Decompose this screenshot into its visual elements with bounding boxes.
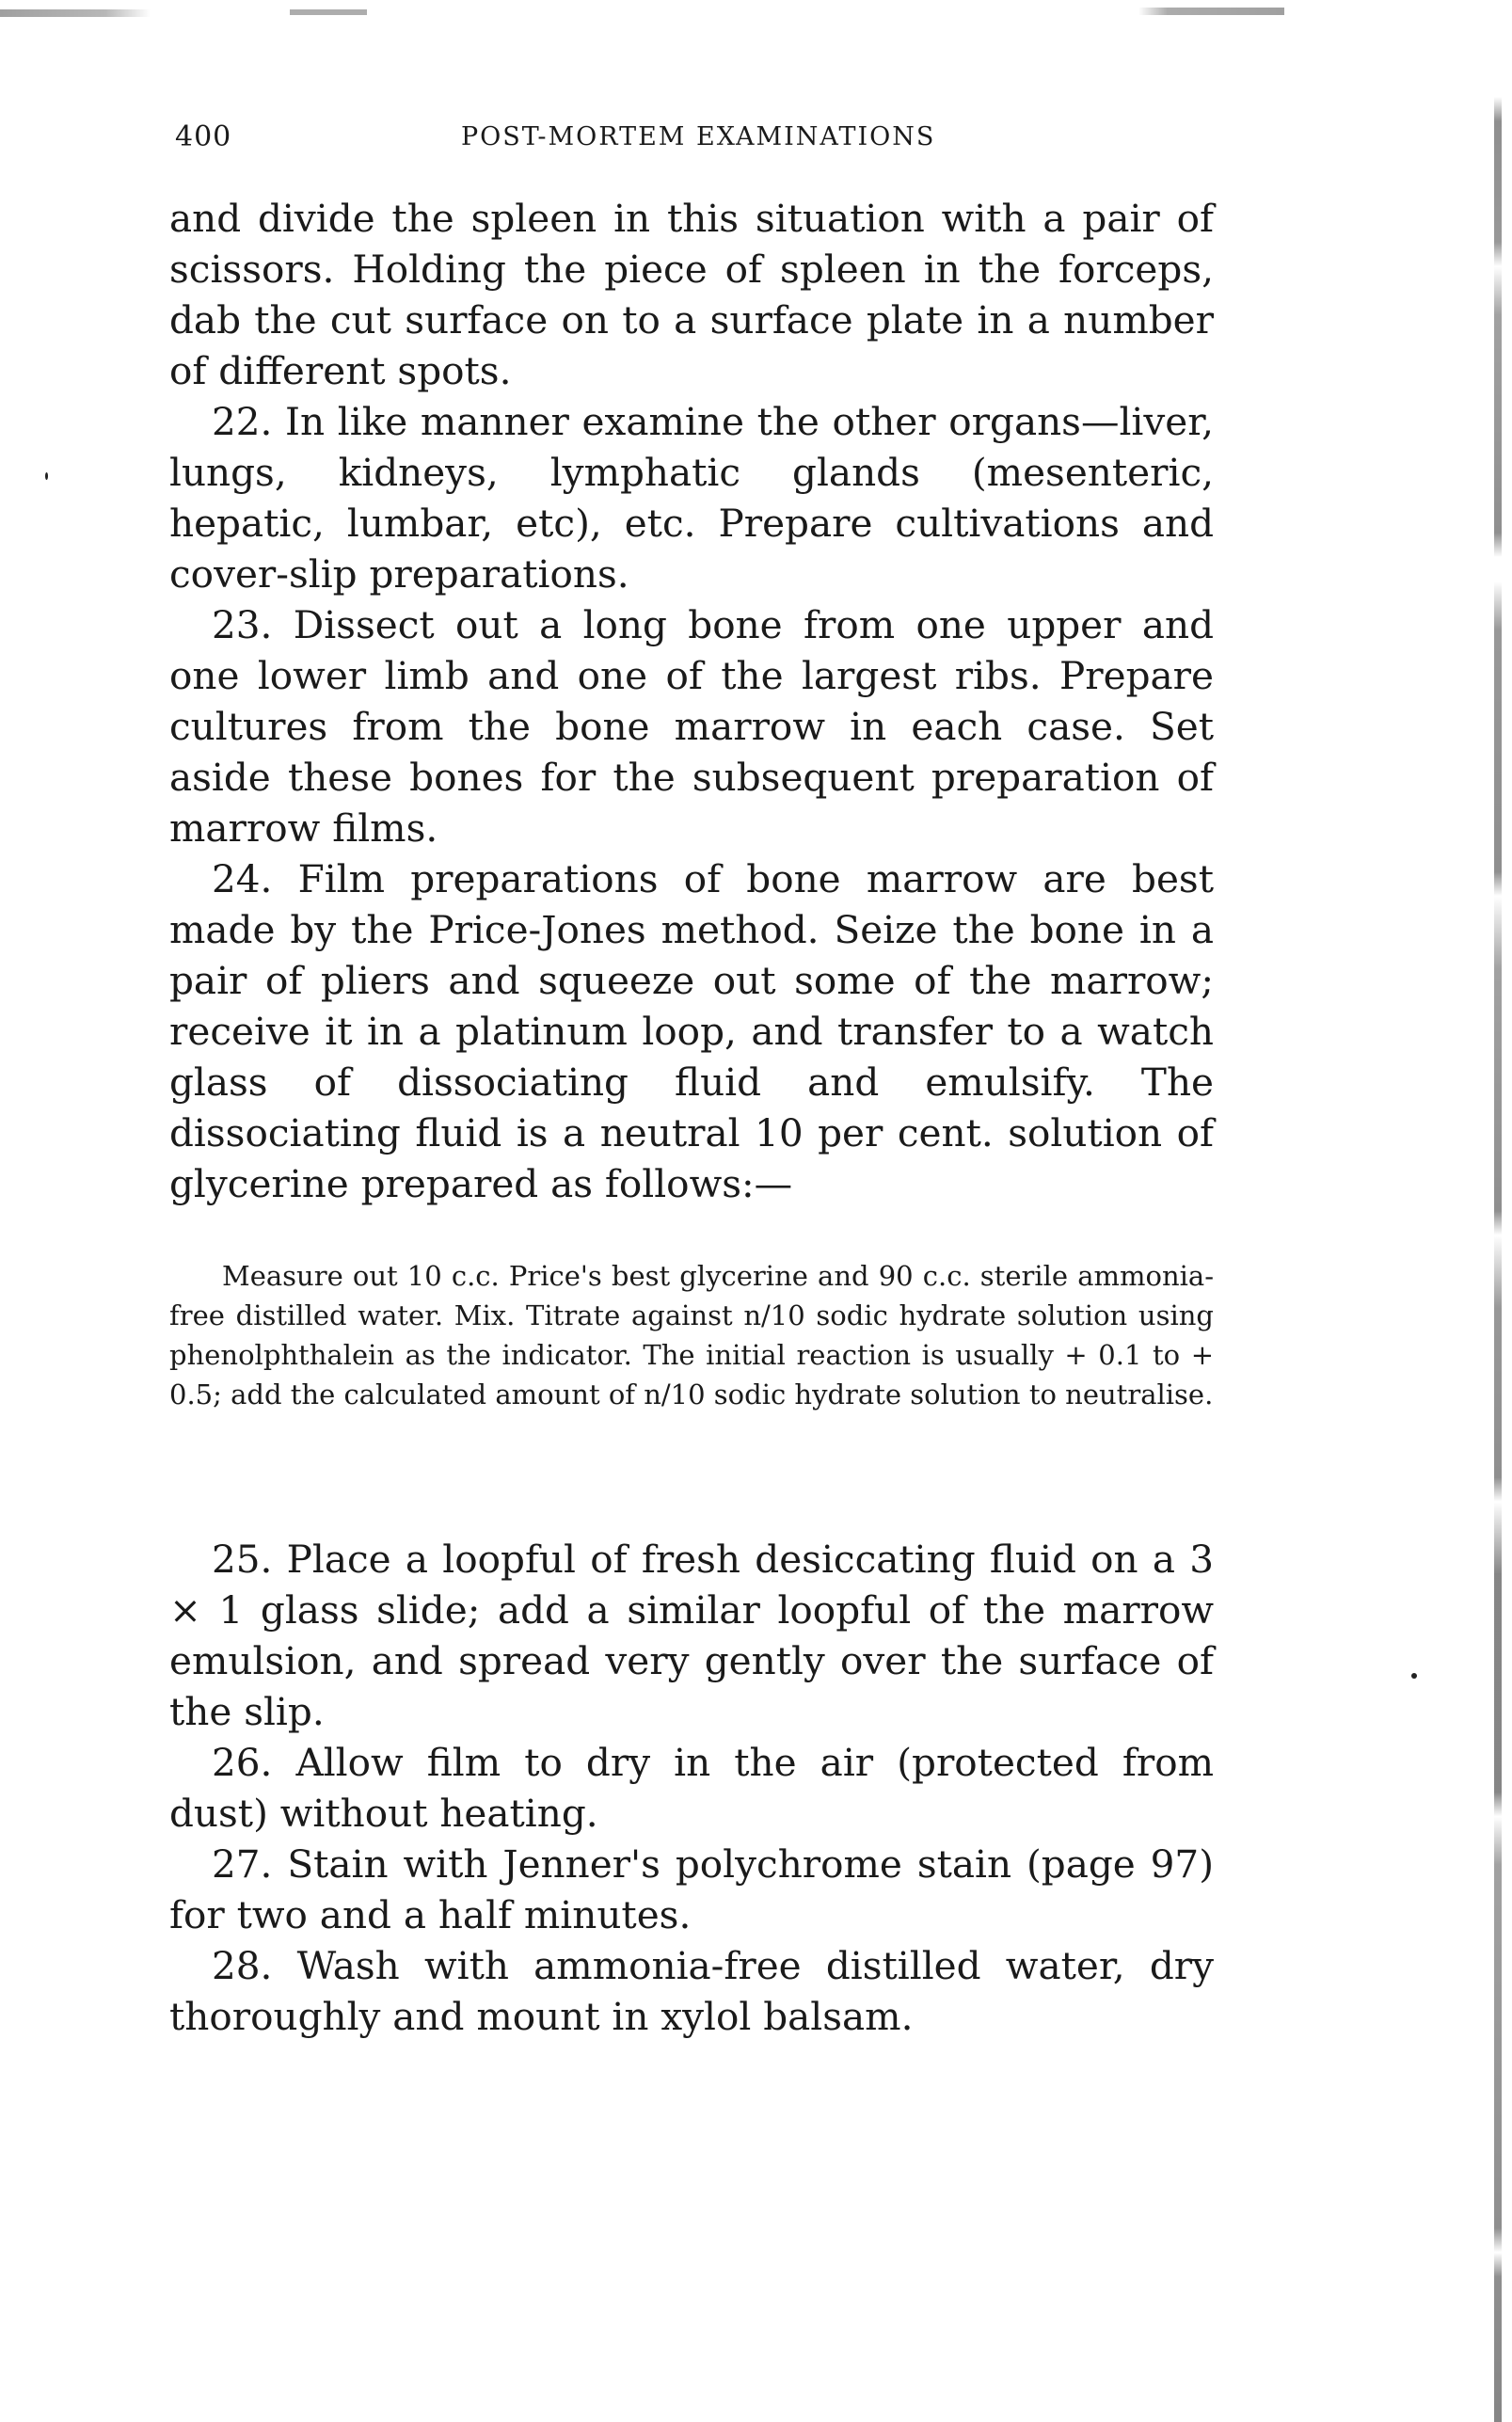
running-title: POST-MORTEM EXAMINATIONS	[461, 122, 936, 151]
scan-artifact-top-middle	[290, 9, 367, 15]
scan-artifact-right-edge	[1494, 0, 1502, 2422]
running-head	[169, 120, 1214, 164]
paragraph-28: 28. Wash with ammonia-free distilled water, dry thoroughly and mount in xylol balsam.	[169, 1943, 1214, 2039]
page-number: 400	[175, 120, 232, 153]
paragraph-25: 25. Place a loopful of fresh desiccating fluid on a 3 × 1 glass slide; add a similar loopful of the marrow emulsion, and spread very gently over the surface of the slip.	[169, 1537, 1214, 1734]
scan-speck	[1411, 1673, 1417, 1679]
body-text-lower	[169, 1534, 1214, 2042]
paragraph-continuation: and divide the spleen in this situation with a pair of scissors. Holding the piece of spleen in the forceps, dab the cut surface on to a surface plate in a number of different spots.	[169, 196, 1214, 393]
dissociating-fluid-note	[169, 1256, 1214, 1414]
note-text: Measure out 10 c.c. Price's best glycerine and 90 c.c. sterile ammonia-free distilled water. Mix. Titrate against n/10 sodic hydrate solution using phenolphthalein as the indicator. The initial reaction is usually + 0.1 to + 0.5; add the calculated amount of n/10 sodic hydrate solution to neutralise.	[169, 1260, 1214, 1410]
paragraph-23: 23. Dissect out a long bone from one upper and one lower limb and one of the largest ribs. Prepare cultures from the bone marrow in each case. Set aside these bones for the subsequent preparation of marrow films.	[169, 602, 1214, 851]
body-text-upper	[169, 193, 1214, 1209]
paragraph-27: 27. Stain with Jenner's polychrome stain (page 97) for two and a half minutes.	[169, 1841, 1214, 1937]
scan-artifact-top-left	[0, 9, 151, 17]
paragraph-26: 26. Allow film to dry in the air (protected from dust) without heating.	[169, 1740, 1214, 1836]
scan-artifact-top-right	[1138, 8, 1284, 15]
paragraph-24: 24. Film preparations of bone marrow are best made by the Price-Jones method. Seize the bone in a pair of pliers and squeeze out some of the marrow; receive it in a platinum loop, and transfer to a watch glass of dissociating fluid and emulsify. The dissociating fluid is a neutral 10 per cent. solution of glycerine prepared as follows:—	[169, 856, 1214, 1206]
scan-speck	[45, 472, 48, 480]
paragraph-22: 22. In like manner examine the other organs—liver, lungs, kidneys, lymphatic glands (mesenteric, hepatic, lumbar, etc), etc. Prepare cultivations and cover-slip preparations.	[169, 399, 1214, 597]
